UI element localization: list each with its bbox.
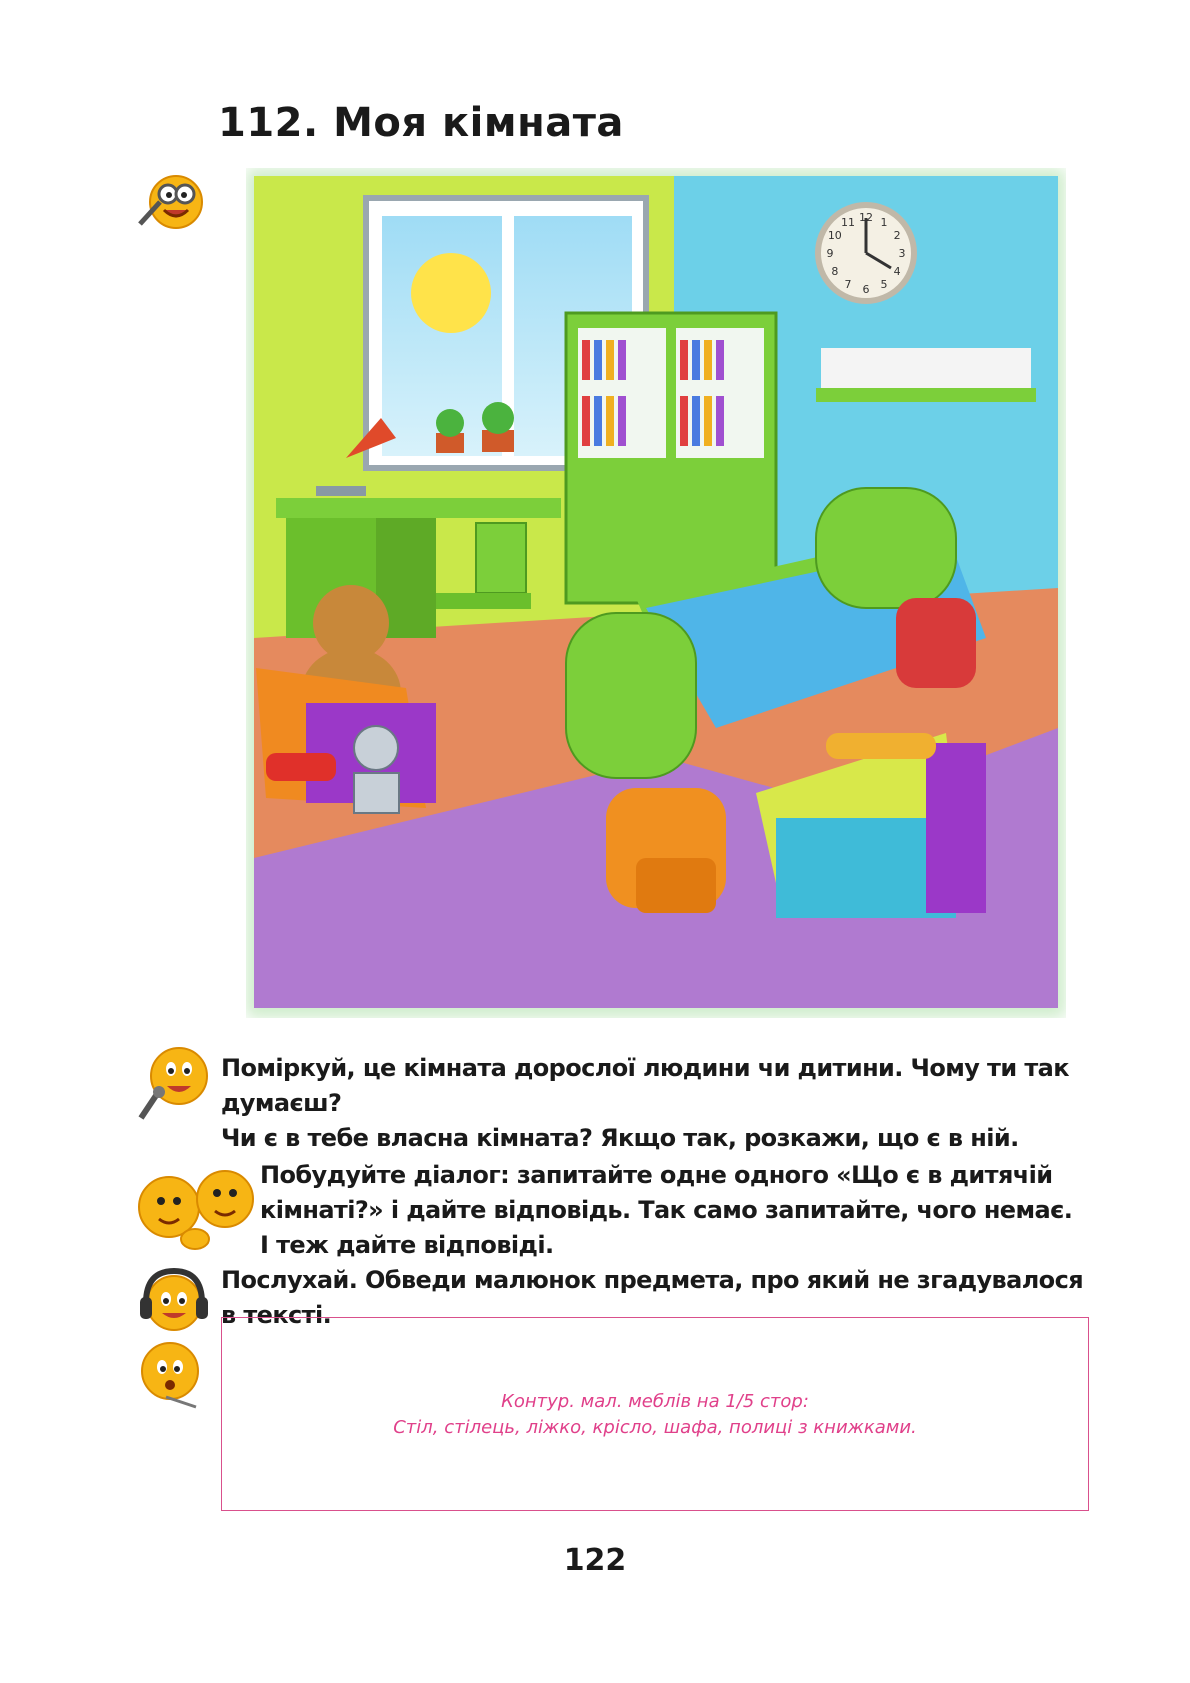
clock-number: 8 — [831, 265, 839, 278]
pencil-smiley-icon — [136, 1339, 208, 1409]
two-smileys-dialogue-icon — [133, 1163, 258, 1253]
clock-number: 7 — [844, 278, 852, 292]
clock-number: 10 — [827, 229, 842, 242]
magnifier-smiley-icon — [130, 170, 210, 232]
own-room-task: Чи є в тебе власна кімната? Якщо так, розкажи, що є в ній. — [221, 1124, 1019, 1152]
dialog-task — [260, 1158, 1090, 1263]
clock-number: 11 — [841, 215, 855, 229]
think-task-line-2: думаєш? — [221, 1089, 342, 1117]
clock-number: 12 — [859, 211, 873, 224]
furniture-note-line-1: Контур. мал. меблів на 1/5 стор: — [501, 1391, 809, 1412]
microphone-smiley-icon — [133, 1042, 213, 1122]
clock-number: 4 — [893, 265, 901, 278]
children-room-illustration — [246, 168, 1066, 1018]
think-task-line-1: Поміркуй, це кімната дорослої людини чи дитини. Чому ти так — [221, 1054, 1069, 1082]
clock-number: 6 — [862, 283, 870, 296]
clock-number: 3 — [898, 247, 906, 260]
dialog-task-line-3: І теж дайте відповіді. — [260, 1231, 554, 1259]
listen-task-line-2: в тексті. — [221, 1301, 332, 1329]
dialog-task-line-2: кімнаті?» і дайте відповідь. Так само запитайте, чого немає. — [260, 1196, 1073, 1224]
headphones-smiley-icon — [138, 1265, 210, 1337]
think-task — [221, 1051, 1069, 1156]
clock-number: 2 — [893, 229, 901, 242]
dialog-task-line-1: Побудуйте діалог: запитайте одне одного «Що є в дитячій — [260, 1161, 1053, 1189]
listen-task-line-1: Послухай. Обведи малюнок предмета, про який не згадувалося — [221, 1266, 1084, 1294]
clock-number: 5 — [880, 278, 888, 292]
clock-number: 1 — [880, 215, 888, 229]
clock-number: 9 — [826, 247, 834, 260]
page-title: 112. Моя кімната — [218, 100, 624, 146]
drawing-answer-box[interactable] — [221, 1317, 1089, 1511]
page-number: 122 — [563, 1543, 627, 1578]
furniture-note-line-2: Стіл, стілець, ліжко, крісло, шафа, полиці з книжками. — [393, 1417, 917, 1438]
